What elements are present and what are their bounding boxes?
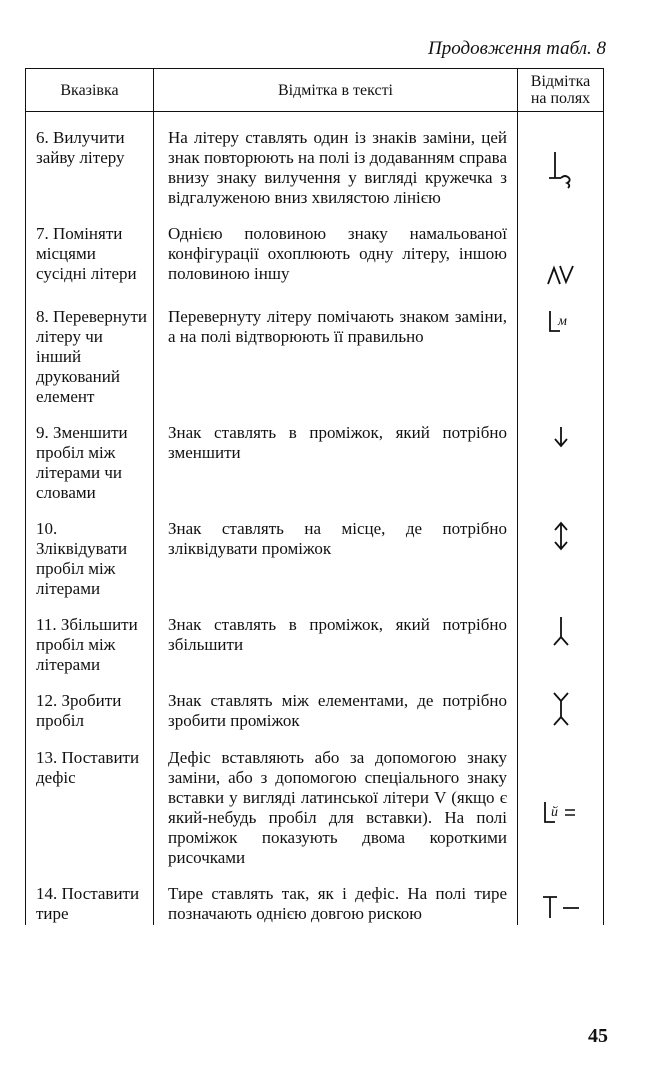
margin-mark-cell [518,519,604,599]
instruction-cell: 6. Вилучити зайву літеру [26,128,154,208]
description-cell: Дефіс вставляють або за допомогою знаку заміни, або з допомогою спеціального знаку вставки у вигляді латинської літери V (якщо є який-небудь пробіл для вставки). На полі проміжок показують двома короткими рисочками [154,748,518,868]
instruction-cell: 7. Поміняти місцями сусідні літери [26,224,154,291]
table-row [26,615,604,675]
instruction-cell: 14. Поставити тире [26,884,154,925]
table-row [26,519,604,599]
instruction-cell: 8. Перевернути літеру чи інший друкований елемент [26,307,154,407]
margin-mark-cell [518,307,604,407]
margin-mark-cell [518,691,604,732]
description-cell: Однією половиною знаку намальованої конфігурації охоплюють одну літеру, іншою половиною іншу [154,224,518,291]
instruction-cell: 9. Зменшити пробіл між літерами чи словами [26,423,154,503]
hyphen-mark-icon [541,800,581,826]
header-text-mark: Відмітка в тексті [154,69,518,112]
proofreading-marks-table [25,68,604,925]
margin-mark-cell [518,748,604,868]
svg-text:м: м [557,314,567,329]
instruction-cell: 13. Поставити дефіс [26,748,154,868]
running-head: Продовження табл. 8 [428,38,606,59]
description-cell: Знак ставлять між елементами, де потрібно зробити проміжок [154,691,518,732]
description-cell: Знак ставлять на місце, де потрібно зліквідувати проміжок [154,519,518,599]
swap-mark-icon [546,264,576,286]
table-row [26,224,604,291]
table-row [26,691,604,732]
description-cell: Знак ставлять в проміжок, який потрібно зменшити [154,423,518,503]
description-cell: Перевернуту літеру помічають знаком заміни, а на полі відтворюють її правильно [154,307,518,407]
reduce-space-icon [551,425,571,449]
header-margin-mark [518,69,604,112]
description-cell: Тире ставлять так, як і дефіс. На полі тире позначають однією довгою рискою [154,884,518,925]
table-row [26,748,604,868]
instruction-cell: 12. Зробити пробіл [26,691,154,732]
description-cell: На літеру ставлять один із знаків заміни, цей знак повторюють на полі із додаванням справа внизу знаку вилучення у вигляді кружечка з відгалуженою вниз хвилястою лінією [154,128,518,208]
description-cell: Знак ставлять в проміжок, який потрібно збільшити [154,615,518,675]
increase-space-icon [551,615,571,647]
page-number: 45 [588,1025,608,1047]
close-space-icon [551,521,571,551]
invert-mark-icon [546,309,576,335]
header-margin-line2: на полях [530,90,591,107]
margin-mark-cell [518,615,604,675]
dash-mark-icon [539,894,583,920]
header-margin-line1: Відмітка [530,73,591,90]
make-space-icon [551,691,571,727]
margin-mark-cell [518,224,604,291]
svg-text:й: й [550,805,558,820]
instruction-cell: 10. Зліквідувати пробіл між літерами [26,519,154,599]
table-row [26,128,604,208]
table-row [26,307,604,407]
table-header-row [26,69,604,112]
margin-mark-cell [518,128,604,208]
delete-mark-icon [549,150,573,190]
header-instruction: Вказівка [26,69,154,112]
margin-mark-cell [518,884,604,925]
margin-mark-cell [518,423,604,503]
instruction-cell: 11. Збільшити пробіл між літерами [26,615,154,675]
table-row [26,884,604,925]
table-row [26,423,604,503]
